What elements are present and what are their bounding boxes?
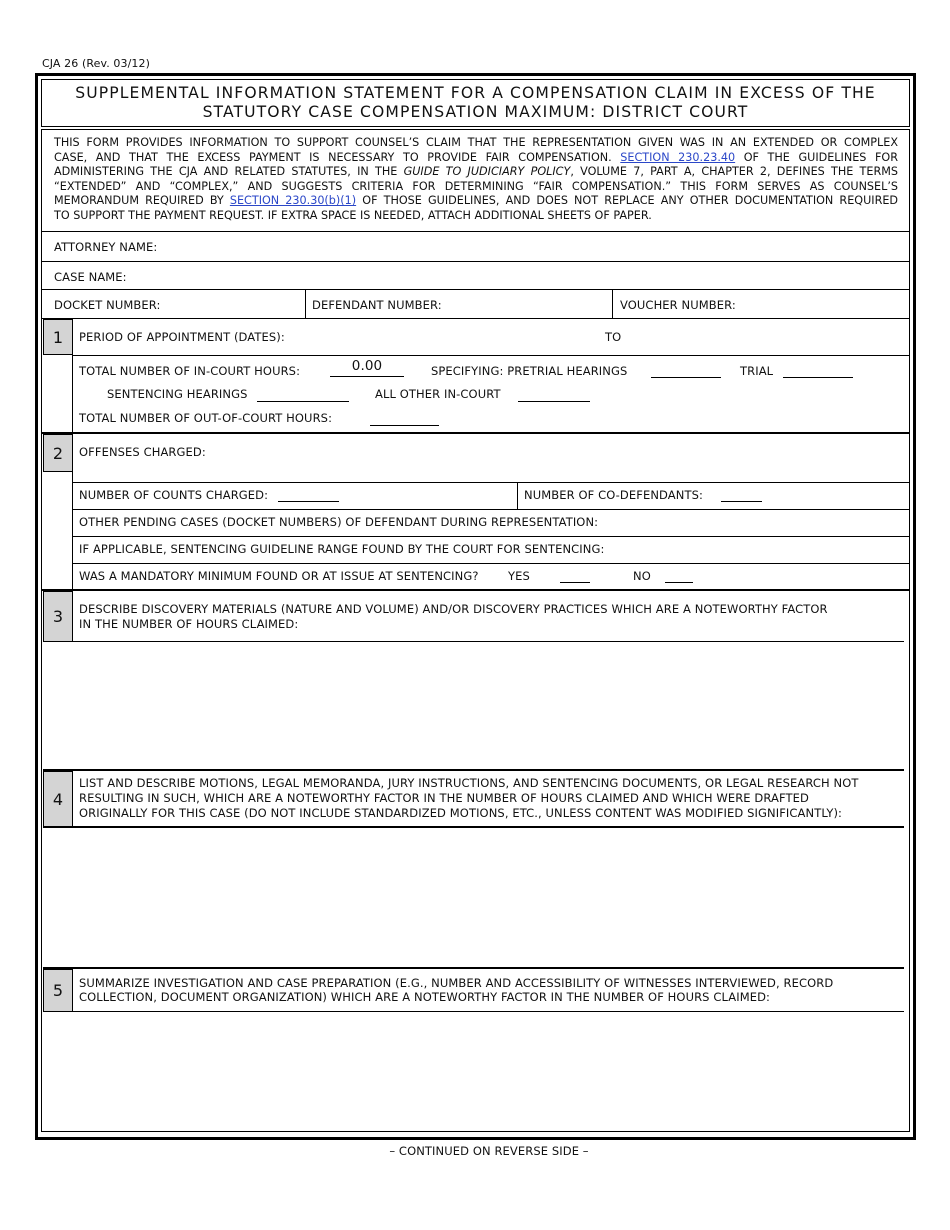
mandatory-minimum-label: WAS A MANDATORY MINIMUM FOUND OR AT ISSUE AT SENTENCING? <box>79 569 479 583</box>
case-name-label: CASE NAME: <box>54 270 127 284</box>
co-defendants-label: NUMBER OF CO-DEFENDANTS: <box>524 488 703 502</box>
section-1-number: 1 <box>43 319 73 355</box>
discovery-materials-line-1: DESCRIBE DISCOVERY MATERIALS (NATURE AND VOLUME) AND/OR DISCOVERY PRACTICES WHICH ARE A NOTEWORTHY FACTOR <box>79 602 828 616</box>
sentencing-guideline-field[interactable] <box>622 538 905 561</box>
intro-line-2b: OF THE GUIDELINES FOR <box>743 150 898 164</box>
form-id: CJA 26 (Rev. 03/12) <box>42 57 150 70</box>
sentencing-hearings-label: SENTENCING HEARINGS <box>107 387 248 401</box>
continued-footer: – CONTINUED ON REVERSE SIDE – <box>389 1144 589 1158</box>
divider <box>43 1011 904 1012</box>
in-court-hours-underline <box>330 376 404 377</box>
divider <box>305 290 306 318</box>
divider <box>72 969 73 1011</box>
section-divider <box>43 769 904 771</box>
no-field[interactable] <box>665 582 693 583</box>
intro-line-3 <box>54 165 898 180</box>
divider <box>41 289 909 290</box>
intro-line-5 <box>54 194 898 209</box>
in-court-hours-label: TOTAL NUMBER OF IN-COURT HOURS: <box>79 364 301 378</box>
section-230-30-b-1-link[interactable]: SECTION 230.30(b)(1) <box>229 194 357 208</box>
defendant-number-label: DEFENDANT NUMBER: <box>312 298 442 312</box>
intro-line-3b: , VOLUME 7, PART A, CHAPTER 2, DEFINES THE TERMS <box>570 165 898 179</box>
intro-paragraph <box>54 136 898 224</box>
section-230-23-40-link[interactable]: SECTION 230.23.40 <box>620 150 736 164</box>
other-pending-cases-field[interactable] <box>612 511 905 534</box>
attorney-name-field[interactable] <box>170 234 905 258</box>
form-title-line2: STATUTORY CASE COMPENSATION MAXIMUM: DISTRICT COURT <box>202 103 749 121</box>
offenses-charged-label: OFFENSES CHARGED: <box>79 445 206 459</box>
investigation-textarea[interactable] <box>44 1014 902 1126</box>
case-name-field[interactable] <box>135 264 905 288</box>
motions-line-2: RESULTING IN SUCH, WHICH ARE A NOTEWORTHY FACTOR IN THE NUMBER OF HOURS CLAIMED AND WHICH WERE DRAFTED <box>79 791 809 805</box>
offenses-charged-field[interactable] <box>215 438 905 478</box>
trial-field[interactable] <box>783 377 853 378</box>
counts-charged-field[interactable] <box>278 501 339 502</box>
section-4-number: 4 <box>43 771 73 827</box>
divider <box>72 482 909 483</box>
guide-title-italic: GUIDE TO JUDICIARY POLICY <box>403 165 571 179</box>
discovery-materials-line-2: IN THE NUMBER OF HOURS CLAIMED: <box>79 617 299 631</box>
divider <box>41 231 909 232</box>
section-2-number: 2 <box>43 434 73 472</box>
investigation-line-2: COLLECTION, DOCUMENT ORGANIZATION) WHICH ARE A NOTEWORTHY FACTOR IN THE NUMBER OF HOURS CLAIMED: <box>79 990 771 1004</box>
divider <box>72 319 73 433</box>
yes-label: YES <box>508 569 530 583</box>
divider <box>41 318 909 319</box>
in-court-hours-value[interactable]: 0.00 <box>351 358 383 374</box>
divider <box>43 641 904 642</box>
counts-charged-label: NUMBER OF COUNTS CHARGED: <box>79 488 269 502</box>
yes-field[interactable] <box>560 582 590 583</box>
form-title-line1: SUPPLEMENTAL INFORMATION STATEMENT FOR A COMPENSATION CLAIM IN EXCESS OF THE <box>75 84 876 102</box>
section-divider <box>41 589 909 591</box>
intro-line-2 <box>54 151 898 166</box>
period-to-label: TO <box>605 330 622 344</box>
all-other-in-court-field[interactable] <box>518 401 590 402</box>
sentencing-guideline-label: IF APPLICABLE, SENTENCING GUIDELINE RANGE FOUND BY THE COURT FOR SENTENCING: <box>79 542 605 556</box>
investigation-line-1: SUMMARIZE INVESTIGATION AND CASE PREPARATION (E.G., NUMBER AND ACCESSIBILITY OF WITNESSES INTERVIEWED, RECORD <box>79 976 834 990</box>
divider <box>612 290 613 318</box>
period-end-field[interactable] <box>630 324 900 348</box>
section-divider <box>41 432 909 434</box>
intro-line-4: “EXTENDED” AND “COMPLEX,” AND SUGGESTS CRITERIA FOR DETERMINING “FAIR COMPENSATION.” THIS FORM SERVES AS COUNSEL’S <box>54 179 898 193</box>
motions-line-1: LIST AND DESCRIBE MOTIONS, LEGAL MEMORANDA, JURY INSTRUCTIONS, AND SENTENCING DOCUMENTS, OR LEGAL RESEARCH NOT <box>79 776 859 790</box>
intro-line-2a: CASE, AND THAT THE EXCESS PAYMENT IS NECESSARY TO PROVIDE FAIR COMPENSATION. <box>54 150 612 164</box>
defendant-number-field[interactable] <box>452 292 607 316</box>
divider <box>72 355 909 356</box>
docket-number-field[interactable] <box>170 292 300 316</box>
section-5-number: 5 <box>43 969 73 1012</box>
divider <box>72 771 73 826</box>
divider <box>72 509 909 510</box>
co-defendants-field[interactable] <box>721 501 762 502</box>
divider <box>41 261 909 262</box>
section-3-number: 3 <box>43 591 73 642</box>
section-divider <box>43 967 904 969</box>
divider <box>72 434 73 590</box>
other-pending-cases-label: OTHER PENDING CASES (DOCKET NUMBERS) OF DEFENDANT DURING REPRESENTATION: <box>79 515 599 529</box>
motions-line-3: ORIGINALLY FOR THIS CASE (DO NOT INCLUDE STANDARDIZED MOTIONS, ETC., UNLESS CONTENT WAS MODIFIED SIGNIFICANTLY): <box>79 806 843 820</box>
intro-line-5a: MEMORANDUM REQUIRED BY <box>54 194 224 208</box>
discovery-materials-textarea[interactable] <box>44 644 902 766</box>
voucher-number-label: VOUCHER NUMBER: <box>620 298 736 312</box>
intro-line-1: THIS FORM PROVIDES INFORMATION TO SUPPORT COUNSEL’S CLAIM THAT THE REPRESENTATION GIVEN WAS IN AN EXTENDED OR COMPLEX <box>54 136 898 149</box>
trial-label: TRIAL <box>740 364 774 378</box>
no-label: NO <box>633 569 651 583</box>
intro-line-6: TO SUPPORT THE PAYMENT REQUEST. IF EXTRA SPACE IS NEEDED, ATTACH ADDITIONAL SHEETS OF PAPER. <box>54 208 652 222</box>
pretrial-hearings-label: SPECIFYING: PRETRIAL HEARINGS <box>431 364 628 378</box>
intro-line-5b: OF THOSE GUIDELINES, AND DOES NOT REPLACE ANY OTHER DOCUMENTATION REQUIRED <box>362 194 899 208</box>
period-start-field[interactable] <box>295 324 595 348</box>
out-of-court-hours-field[interactable] <box>370 425 439 426</box>
attorney-name-label: ATTORNEY NAME: <box>54 240 158 254</box>
divider <box>72 591 73 641</box>
out-of-court-hours-label: TOTAL NUMBER OF OUT-OF-COURT HOURS: <box>79 411 333 425</box>
docket-number-label: DOCKET NUMBER: <box>54 298 161 312</box>
divider <box>72 536 909 537</box>
divider <box>43 826 904 828</box>
pretrial-hearings-field[interactable] <box>651 377 721 378</box>
sentencing-hearings-field[interactable] <box>257 401 349 402</box>
all-other-in-court-label: ALL OTHER IN-COURT <box>375 387 501 401</box>
divider <box>517 483 518 509</box>
divider <box>72 563 909 564</box>
intro-line-3a: ADMINISTERING THE CJA AND RELATED STATUTES, IN THE <box>54 165 398 179</box>
motions-textarea[interactable] <box>44 830 902 964</box>
voucher-number-field[interactable] <box>745 292 905 316</box>
period-of-appointment-label: PERIOD OF APPOINTMENT (DATES): <box>79 330 285 344</box>
